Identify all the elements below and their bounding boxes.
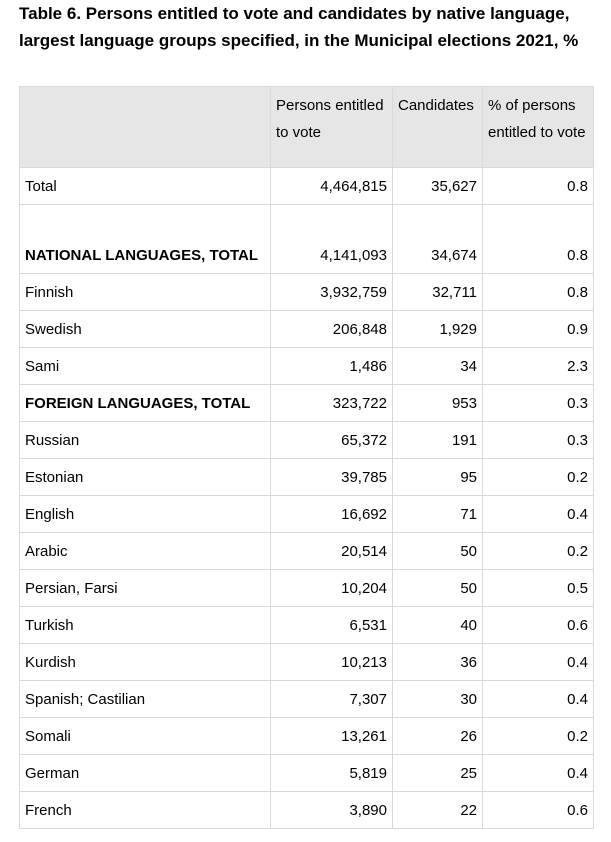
row-label: Total [20,168,271,205]
row-percent: 0.8 [483,274,594,311]
row-candidates: 50 [393,533,483,570]
table-header [20,87,594,168]
row-candidates: 1,929 [393,311,483,348]
row-persons-entitled: 10,204 [271,570,393,607]
row-label: Turkish [20,607,271,644]
row-persons-entitled: 3,932,759 [271,274,393,311]
row-label: NATIONAL LANGUAGES, TOTAL [20,205,271,274]
row-percent: 0.3 [483,422,594,459]
row-label: Arabic [20,533,271,570]
row-persons-entitled: 65,372 [271,422,393,459]
table-row [20,533,594,570]
row-persons-entitled: 39,785 [271,459,393,496]
row-persons-entitled: 10,213 [271,644,393,681]
row-candidates: 50 [393,570,483,607]
row-label: Somali [20,718,271,755]
row-candidates: 40 [393,607,483,644]
row-label: FOREIGN LANGUAGES, TOTAL [20,385,271,422]
row-label: Finnish [20,274,271,311]
row-candidates: 34 [393,348,483,385]
table-row [20,168,594,205]
table-row [20,205,594,274]
table-row [20,792,594,829]
row-persons-entitled: 1,486 [271,348,393,385]
row-candidates: 22 [393,792,483,829]
row-persons-entitled: 6,531 [271,607,393,644]
table-row [20,385,594,422]
row-label: French [20,792,271,829]
row-persons-entitled: 323,722 [271,385,393,422]
table-row [20,496,594,533]
header-candidates: Candidates [393,87,483,168]
row-candidates: 35,627 [393,168,483,205]
row-label: Sami [20,348,271,385]
table-row [20,644,594,681]
row-label: German [20,755,271,792]
row-label: Russian [20,422,271,459]
table-row [20,607,594,644]
row-candidates: 953 [393,385,483,422]
row-percent: 0.8 [483,168,594,205]
table-row [20,459,594,496]
row-percent: 0.2 [483,718,594,755]
row-persons-entitled: 13,261 [271,718,393,755]
header-row [20,87,594,168]
row-persons-entitled: 20,514 [271,533,393,570]
row-percent: 0.2 [483,459,594,496]
row-percent: 0.2 [483,533,594,570]
table-row [20,681,594,718]
row-percent: 0.8 [483,205,594,274]
row-candidates: 30 [393,681,483,718]
row-candidates: 32,711 [393,274,483,311]
table-row [20,718,594,755]
row-label: Kurdish [20,644,271,681]
row-candidates: 71 [393,496,483,533]
row-label: English [20,496,271,533]
table-row [20,311,594,348]
row-candidates: 25 [393,755,483,792]
table-title: Table 6. Persons entitled to vote and candidates by native language, largest language groups specified, in the Municipal elections 2021, % [19,4,579,50]
row-persons-entitled: 5,819 [271,755,393,792]
row-candidates: 36 [393,644,483,681]
row-percent: 0.5 [483,570,594,607]
row-candidates: 95 [393,459,483,496]
table-row [20,274,594,311]
row-persons-entitled: 16,692 [271,496,393,533]
row-percent: 0.4 [483,496,594,533]
row-percent: 0.4 [483,644,594,681]
table-row [20,422,594,459]
table-body [20,168,594,829]
row-persons-entitled: 206,848 [271,311,393,348]
row-persons-entitled: 4,464,815 [271,168,393,205]
row-label: Estonian [20,459,271,496]
row-persons-entitled: 4,141,093 [271,205,393,274]
row-label: Swedish [20,311,271,348]
row-percent: 0.6 [483,792,594,829]
row-candidates: 191 [393,422,483,459]
row-percent: 0.3 [483,385,594,422]
row-candidates: 34,674 [393,205,483,274]
table-row [20,755,594,792]
data-table [19,86,594,829]
row-percent: 0.9 [483,311,594,348]
row-percent: 0.6 [483,607,594,644]
header-persons-entitled: Persons entitled to vote [271,87,393,168]
row-label: Spanish; Castilian [20,681,271,718]
header-label [20,87,271,168]
row-label: Persian, Farsi [20,570,271,607]
header-percent: % of persons entitled to vote [483,87,594,168]
row-candidates: 26 [393,718,483,755]
row-percent: 0.4 [483,681,594,718]
row-percent: 0.4 [483,755,594,792]
row-percent: 2.3 [483,348,594,385]
table-row [20,570,594,607]
table-row [20,348,594,385]
row-persons-entitled: 3,890 [271,792,393,829]
row-persons-entitled: 7,307 [271,681,393,718]
